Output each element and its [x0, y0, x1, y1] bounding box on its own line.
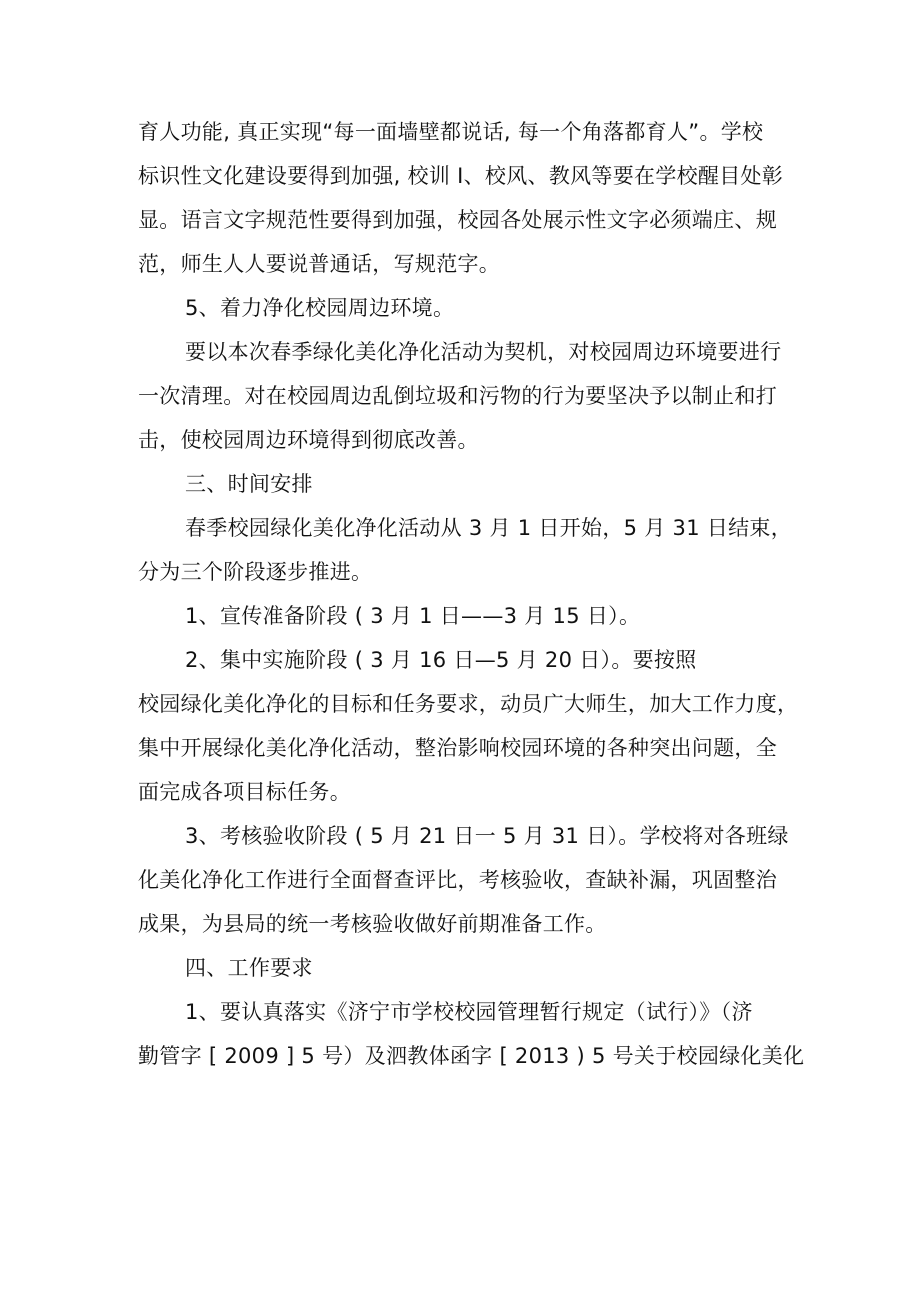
text-line: 化美化净化工作进行全面督查评比，考核验收，查缺补漏，巩固整治 — [138, 868, 777, 892]
list-item: 2、集中实施阶段 ( 3 月 16 日—5 月 20 日）。要按照 — [185, 648, 697, 672]
text-line: 校园绿化美化净化的目标和任务要求，动员广大师生，加大工作力度， — [138, 692, 799, 716]
text-line: 成果，为县局的统一考核验收做好前期准备工作。 — [138, 912, 607, 936]
document-body — [138, 110, 805, 1078]
text-line: 春季校园绿化美化净化活动从 3 月 1 日开始，5 月 31 日结束， — [185, 516, 793, 540]
section-heading: 5、着力净化校园周边环境。 — [185, 296, 455, 320]
section-heading: 三、时间安排 — [185, 472, 313, 496]
text-line: 勤管字 [ 2009 ] 5 号）及泗教体函字 [ 2013 ) 5 号关于校园绿化美化 — [138, 1044, 805, 1068]
text-line: 击，使校园周边环境得到彻底改善。 — [138, 428, 479, 452]
text-line: 一次清理。对在校园周边乱倒垃圾和污物的行为要坚决予以制止和打 — [138, 384, 777, 408]
text-line: 育人功能, 真正实现“每一面墙壁都说话, 每一个角落都育人”。学校 — [138, 120, 764, 144]
text-line: 面完成各项目标任务。 — [138, 780, 351, 804]
text-line: 集中开展绿化美化净化活动，整治影响校园环境的各种突出问题，全 — [138, 736, 777, 760]
text-line: 显。语言文字规范性要得到加强，校园各处展示性文字必须端庄、规 — [138, 208, 777, 232]
list-item: 3、考核验收阶段 ( 5 月 21 日一 5 月 31 日）。学校将对各班绿 — [185, 824, 789, 848]
list-item: 1、要认真落实《济宁市学校校园管理暂行规定（试行）》（济 — [185, 1000, 753, 1024]
text-line: 分为三个阶段逐步推进。 — [138, 560, 373, 584]
list-item: 1、宣传准备阶段 ( 3 月 1 日——3 月 15 日）。 — [185, 604, 641, 628]
text-line: 标识性文化建设要得到加强, 校训 I、校风、教风等要在学校醒目处彰 — [138, 164, 784, 188]
text-line: 要以本次春季绿化美化净化活动为契机，对校园周边环境要进行 — [185, 340, 782, 364]
section-heading: 四、工作要求 — [185, 956, 313, 980]
text-line: 范，师生人人要说普通话，写规范字。 — [138, 252, 501, 276]
